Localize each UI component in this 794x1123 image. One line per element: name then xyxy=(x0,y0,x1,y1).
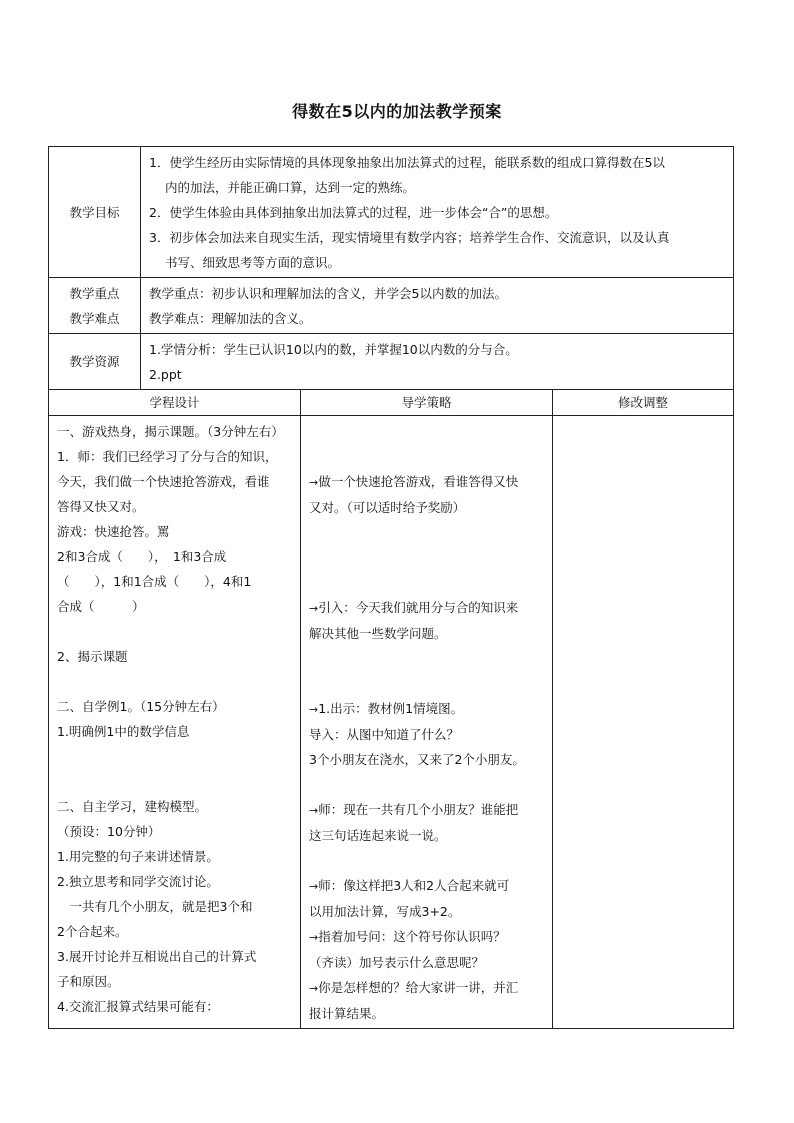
design-column xyxy=(49,416,301,1029)
strategy-line: 又对。（可以适时给予奖励） xyxy=(309,500,466,515)
difficulty-label: 教学难点 xyxy=(69,310,120,326)
strategy-line: → 你是怎样想的？给大家讲一讲，并汇 xyxy=(309,975,546,1001)
difficulty-text: 教学难点：理解加法的含义。 xyxy=(149,311,312,326)
resource-line: 1.学情分析：学生已认识10以内的数，并掌握10以内数的分与合。 xyxy=(149,342,518,357)
design-line: 2和3合成（ ）， 1和3合成 xyxy=(57,549,227,564)
adjust-column xyxy=(553,416,734,1029)
goal-line: 1．使学生经历由实际情境的具体现象抽象出加法算式的过程，能联系数的组成口算得数在5以 xyxy=(149,155,665,170)
keypoints-row xyxy=(49,278,734,334)
goal-line: 3．初步体会加法来自现实生活，现实情境里有数学内容；培养学生合作、交流意识，以及认真 xyxy=(149,230,670,245)
column-header-design: 学程设计 xyxy=(49,390,301,416)
spacer xyxy=(57,744,294,769)
spacer xyxy=(309,545,546,570)
strategy-column xyxy=(301,416,553,1029)
strategy-line: → 师：像这样把3人和2人合起来就可 xyxy=(309,873,546,899)
keypoints-content xyxy=(141,278,734,334)
plan-body-row xyxy=(49,416,734,1029)
design-line: （预设：10分钟） xyxy=(57,824,161,839)
design-line: 合成（ ） xyxy=(57,599,145,614)
strategy-line: → 1.出示：教材例1情境图。 xyxy=(309,696,546,722)
design-line: 一、游戏热身，揭示课题。（3分钟左右） xyxy=(57,424,284,439)
strategy-line: 解决其他一些数学问题。 xyxy=(309,626,447,641)
design-line: 二、自学例1。（15分钟左右） xyxy=(57,699,225,714)
spacer xyxy=(57,669,294,694)
strategy-line: 导入：从图中知道了什么？ xyxy=(309,727,460,742)
lesson-plan-table xyxy=(48,146,734,1029)
design-line: 2、揭示课题 xyxy=(57,649,128,664)
column-header-strategy: 导学策略 xyxy=(301,390,553,416)
strategy-line: → 师：现在一共有几个小朋友？谁能把 xyxy=(309,797,546,823)
design-line: 1.用完整的句子来讲述情景。 xyxy=(57,849,219,864)
resource-line: 2.ppt xyxy=(149,367,182,382)
design-line: 今天，我们做一个快速抢答游戏，看谁 xyxy=(57,474,270,489)
resources-label: 教学资源 xyxy=(49,334,141,390)
strategy-line: → 指着加号问：这个符号你认识吗？ xyxy=(309,924,546,950)
design-line: 2.独立思考和同学交流讨论。 xyxy=(57,874,219,889)
strategy-line: （齐读）加号表示什么意思呢？ xyxy=(309,955,485,970)
design-line: 3.展开讨论并互相说出自己的计算式 xyxy=(57,949,257,964)
spacer xyxy=(309,444,546,469)
spacer xyxy=(309,772,546,797)
goals-label: 教学目标 xyxy=(49,147,141,278)
strategy-line: → 做一个快速抢答游戏，看谁答得又快 xyxy=(309,469,546,495)
key-point-text: 教学重点：初步认识和理解加法的含义，并学会5以内数的加法。 xyxy=(149,286,507,301)
spacer xyxy=(309,671,546,696)
goal-line: 书写、细致思考等方面的意识。 xyxy=(165,255,341,270)
goals-row xyxy=(49,147,734,278)
spacer xyxy=(309,848,546,873)
spacer xyxy=(57,619,294,644)
spacer xyxy=(309,570,546,595)
column-header-adjust: 修改调整 xyxy=(553,390,734,416)
design-line: 1.明确例1中的数学信息 xyxy=(57,724,190,739)
columns-header-row xyxy=(49,390,734,416)
goals-content xyxy=(141,147,734,278)
design-line: 答得又快又对。 xyxy=(57,499,145,514)
design-line: 二、自主学习，建构模型。 xyxy=(57,799,208,814)
resources-row xyxy=(49,334,734,390)
document-title: 得数在5以内的加法教学预案 xyxy=(292,102,502,121)
strategy-line: → 引入：今天我们就用分与合的知识来 xyxy=(309,595,546,621)
design-line: 1．师：我们已经学习了分与合的知识， xyxy=(57,449,278,464)
spacer xyxy=(57,769,294,794)
design-line: 游戏：快速抢答。罵 xyxy=(57,524,170,539)
strategy-line: 报计算结果。 xyxy=(309,1006,385,1021)
spacer xyxy=(309,646,546,671)
design-line: （ ），1和1合成（ ），4和1 xyxy=(57,574,252,589)
spacer xyxy=(309,520,546,545)
strategy-line: 3个小朋友在浇水，又来了2个小朋友。 xyxy=(309,752,525,767)
spacer xyxy=(309,419,546,444)
design-line: 子和原因。 xyxy=(57,974,120,989)
key-point-label: 教学重点 xyxy=(69,285,120,301)
resources-content xyxy=(141,334,734,390)
goal-line: 内的加法，并能正确口算，达到一定的熟练。 xyxy=(165,180,416,195)
design-line: 一共有几个小朋友，就是把3个和 xyxy=(57,899,253,914)
design-line: 4.交流汇报算式结果可能有： xyxy=(57,999,219,1014)
keypoints-label xyxy=(49,278,141,334)
goal-line: 2．使学生体验由具体到抽象出加法算式的过程，进一步体会“合”的思想。 xyxy=(149,205,558,220)
design-line: 2个合起来。 xyxy=(57,924,128,939)
strategy-line: 这三句话连起来说一说。 xyxy=(309,828,447,843)
strategy-line: 以用加法计算，写成3+2。 xyxy=(309,904,461,919)
